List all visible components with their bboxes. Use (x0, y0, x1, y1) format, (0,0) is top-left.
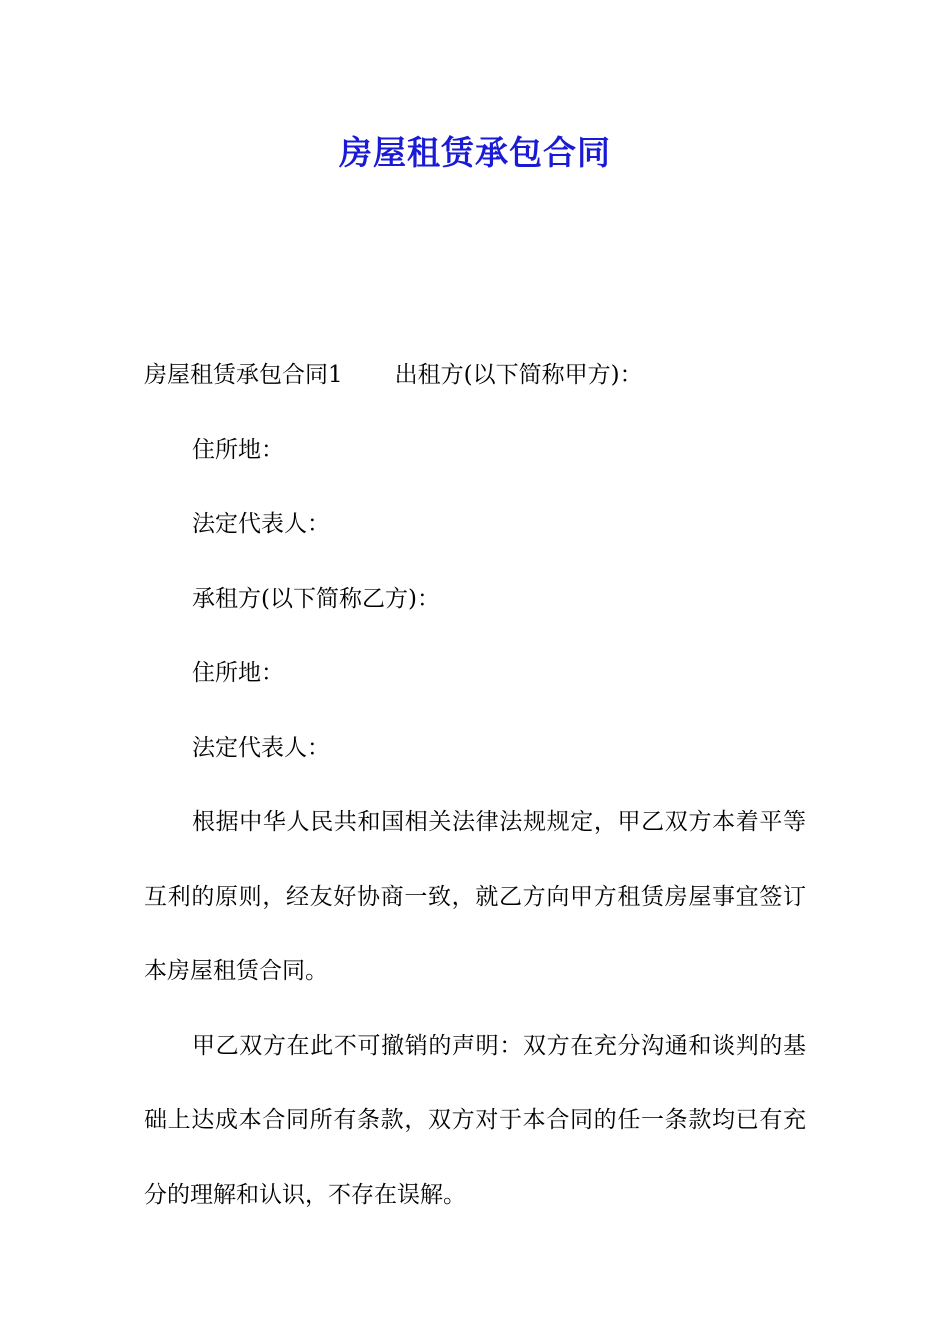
contract-heading-intro: 房屋租赁承包合同1 (144, 362, 343, 388)
lessor-label: 出租方(以下简称甲方)： (394, 362, 643, 388)
declaration-paragraph: 甲乙双方在此不可撤销的声明：双方在充分沟通和谈判的基础上达成本合同所有条款，双方对于本合同的任一条款均已有充分的理解和认识，不存在误解。 (144, 1032, 806, 1208)
document-body (144, 338, 806, 1232)
document-title: 房屋租赁承包合同 (339, 133, 611, 172)
lessor-address-line: 住所地： (192, 436, 284, 463)
lessee-label-line: 承租方(以下简称乙方)： (192, 585, 440, 612)
legal-basis-paragraph: 根据中华人民共和国相关法律法规规定，甲乙双方本着平等互利的原则，经友好协商一致，就乙方向甲方租赁房屋事宜签订本房屋租赁合同。 (144, 809, 806, 984)
lessee-representative-line: 法定代表人： (192, 734, 330, 761)
intro-line (144, 338, 806, 413)
lessor-representative-line: 法定代表人： (192, 511, 330, 537)
lessee-address-line: 住所地： (192, 660, 284, 686)
